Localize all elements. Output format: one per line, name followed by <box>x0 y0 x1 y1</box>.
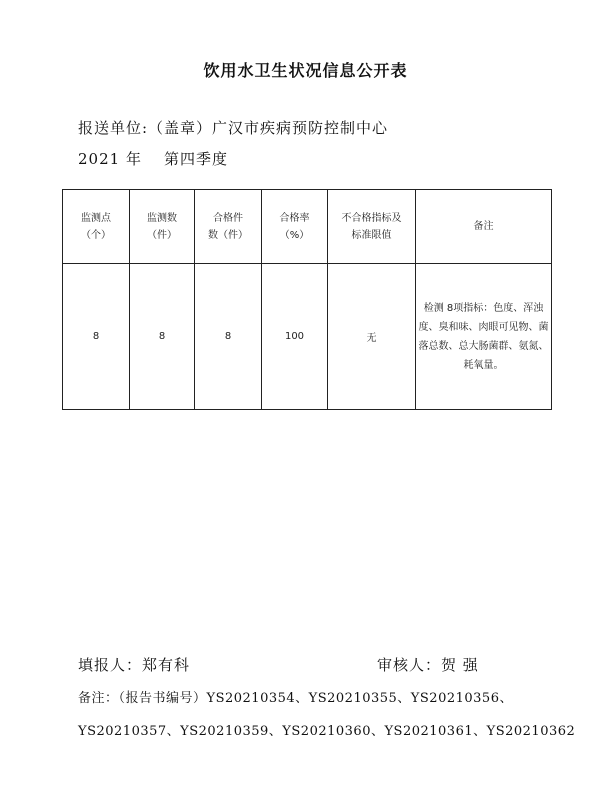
water-quality-table <box>62 189 552 410</box>
header-pass-rate: 合格率 （%） <box>262 190 328 264</box>
report-period <box>78 148 228 169</box>
table-header-row <box>63 190 552 264</box>
table-row <box>63 264 552 410</box>
document-title: 饮用水卫生状况信息公开表 <box>203 61 408 80</box>
reporter: 填报人：郑有科 <box>78 656 191 674</box>
reviewer: 审核人：贺 强 <box>377 656 479 674</box>
report-unit: 报送单位:（盖章）广汉市疾病预防控制中心 <box>78 119 389 137</box>
report-number-note-continued: YS20210357、YS20210359、YS20210360、YS20210361、YS20210362 <box>78 724 576 739</box>
cell-points: 8 <box>63 264 130 410</box>
cell-tested: 8 <box>130 264 195 410</box>
report-number-note: 备注：（报告书编号）YS20210354、YS20210355、YS20210356、 <box>78 691 513 706</box>
period-quarter: 第四季度 <box>163 150 228 168</box>
cell-remark: 检测 8项指标：色度、浑浊度、臭和味、肉眼可见物、菌落总数、总大肠菌群、氨氮、耗氧量。 <box>416 264 552 410</box>
period-year: 2021 年 <box>78 150 142 168</box>
header-remark: 备注 <box>416 190 552 264</box>
header-qualified-count: 合格件 数（件） <box>195 190 262 264</box>
header-monitoring-points: 监测点 （个） <box>63 190 130 264</box>
cell-qualified: 8 <box>195 264 262 410</box>
header-unqualified-indicators: 不合格指标及 标准限值 <box>328 190 416 264</box>
cell-rate: 100 <box>262 264 328 410</box>
header-tested-count: 监测数 （件） <box>130 190 195 264</box>
cell-unqualified: 无 <box>328 264 416 410</box>
